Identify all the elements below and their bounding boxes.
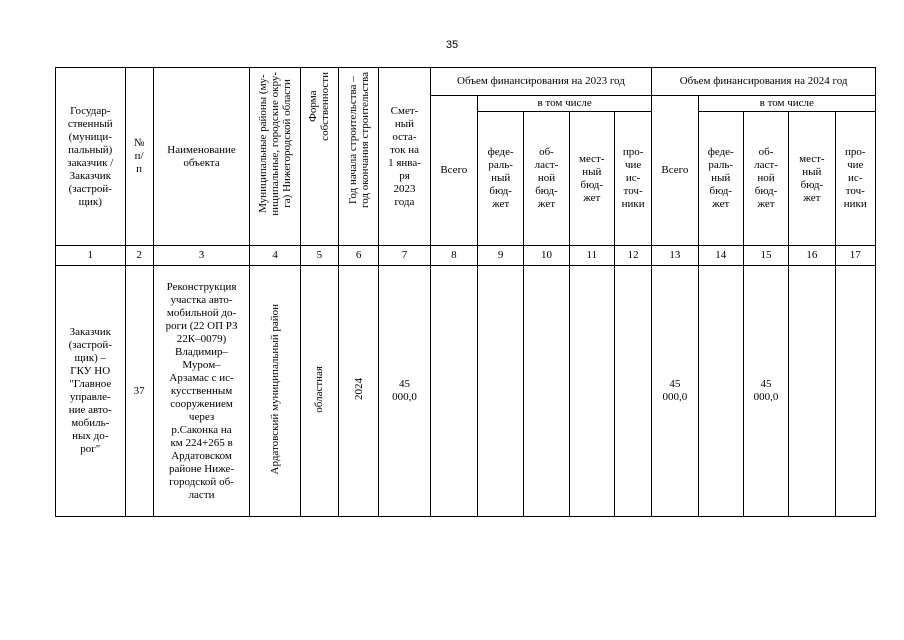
header-districts-cell xyxy=(250,68,300,246)
row-estimate-rest: 45 000,0 xyxy=(379,266,430,517)
column-number: 15 xyxy=(743,246,788,266)
column-number: 17 xyxy=(835,246,875,266)
row-federal-2023 xyxy=(477,266,523,517)
column-number: 8 xyxy=(430,246,477,266)
header-other-2024: про- чие ис- точ- ники xyxy=(835,112,875,246)
header-local-2023: мест- ный бюд- жет xyxy=(569,112,614,246)
column-number: 13 xyxy=(652,246,698,266)
column-number-row xyxy=(56,246,876,266)
row-year-cell xyxy=(339,266,379,517)
header-finance-2024: Объем финансирования на 2024 год xyxy=(652,68,876,96)
row-ownership-cell xyxy=(300,266,338,517)
column-number: 2 xyxy=(125,246,153,266)
column-number: 7 xyxy=(379,246,430,266)
table-row xyxy=(56,266,876,517)
row-regional-2023 xyxy=(524,266,569,517)
header-customer: Государ- ственный (муници- пальный) заказчик / Заказчик (застрой- щик) xyxy=(56,68,126,246)
row-customer: Заказчик (застрой- щик) – ГКУ НО "Главное управле- ние авто- мобиль- ных до- рог" xyxy=(56,266,126,517)
page-number: 35 xyxy=(445,39,459,51)
header-years: Год начала строительства – год окончания строительства xyxy=(346,72,371,208)
header-regional-2024: об- ласт- ной бюд- жет xyxy=(743,112,788,246)
header-other-2023: про- чие ис- точ- ники xyxy=(614,112,651,246)
header-object-name: Наименование объекта xyxy=(153,68,250,246)
header-estimate-rest: Смет- ный оста- ток на 1 янва- ря 2023 года xyxy=(379,68,430,246)
row-other-2024 xyxy=(835,266,875,517)
row-regional-2024: 45 000,0 xyxy=(743,266,788,517)
row-district: Ардатовский муниципальный район xyxy=(269,303,282,475)
header-federal-2023: феде- раль- ный бюд- жет xyxy=(477,112,523,246)
header-ownership: Форма собственности xyxy=(307,72,332,141)
column-number: 12 xyxy=(614,246,651,266)
financing-table xyxy=(55,67,876,517)
row-other-2023 xyxy=(614,266,651,517)
header-including-2024: в том числе xyxy=(698,96,875,112)
header-regional-2023: об- ласт- ной бюд- жет xyxy=(524,112,569,246)
header-total-2024: Всего xyxy=(652,96,698,246)
header-including-2023: в том числе xyxy=(477,96,651,112)
column-number: 4 xyxy=(250,246,300,266)
row-local-2024 xyxy=(789,266,835,517)
header-districts: Муниципальные районы (му- ниципальные, городские окру- га) Нижегородской области xyxy=(257,72,294,216)
column-number: 6 xyxy=(339,246,379,266)
column-number: 16 xyxy=(789,246,835,266)
header-ownership-cell xyxy=(300,68,338,246)
row-ownership: областная xyxy=(313,365,326,413)
column-number: 1 xyxy=(56,246,126,266)
row-district-cell xyxy=(250,266,300,517)
header-finance-2023: Объем финансирования на 2023 год xyxy=(430,68,652,96)
header-local-2024: мест- ный бюд- жет xyxy=(789,112,835,246)
column-number: 3 xyxy=(153,246,250,266)
header-years-cell xyxy=(339,68,379,246)
header-federal-2024: феде- раль- ный бюд- жет xyxy=(698,112,743,246)
row-total-2024: 45 000,0 xyxy=(652,266,698,517)
row-total-2023 xyxy=(430,266,477,517)
row-object-name: Реконструкция участка авто- мобильной до- роги (22 ОП РЗ 22К–0079) Владимир– Муром– Арзамас с ис- кусственным сооружением через р.Саконка на км 224+265 в Ардатовском районе Ниже- городской об- ласти xyxy=(153,266,250,517)
header-total-2023: Всего xyxy=(430,96,477,246)
column-number: 14 xyxy=(698,246,743,266)
row-number: 37 xyxy=(125,266,153,517)
column-number: 11 xyxy=(569,246,614,266)
column-number: 9 xyxy=(477,246,523,266)
column-number: 10 xyxy=(524,246,569,266)
row-year: 2024 xyxy=(352,378,365,400)
column-number: 5 xyxy=(300,246,338,266)
row-local-2023 xyxy=(569,266,614,517)
row-federal-2024 xyxy=(698,266,743,517)
header-number: № п/ п xyxy=(125,68,153,246)
